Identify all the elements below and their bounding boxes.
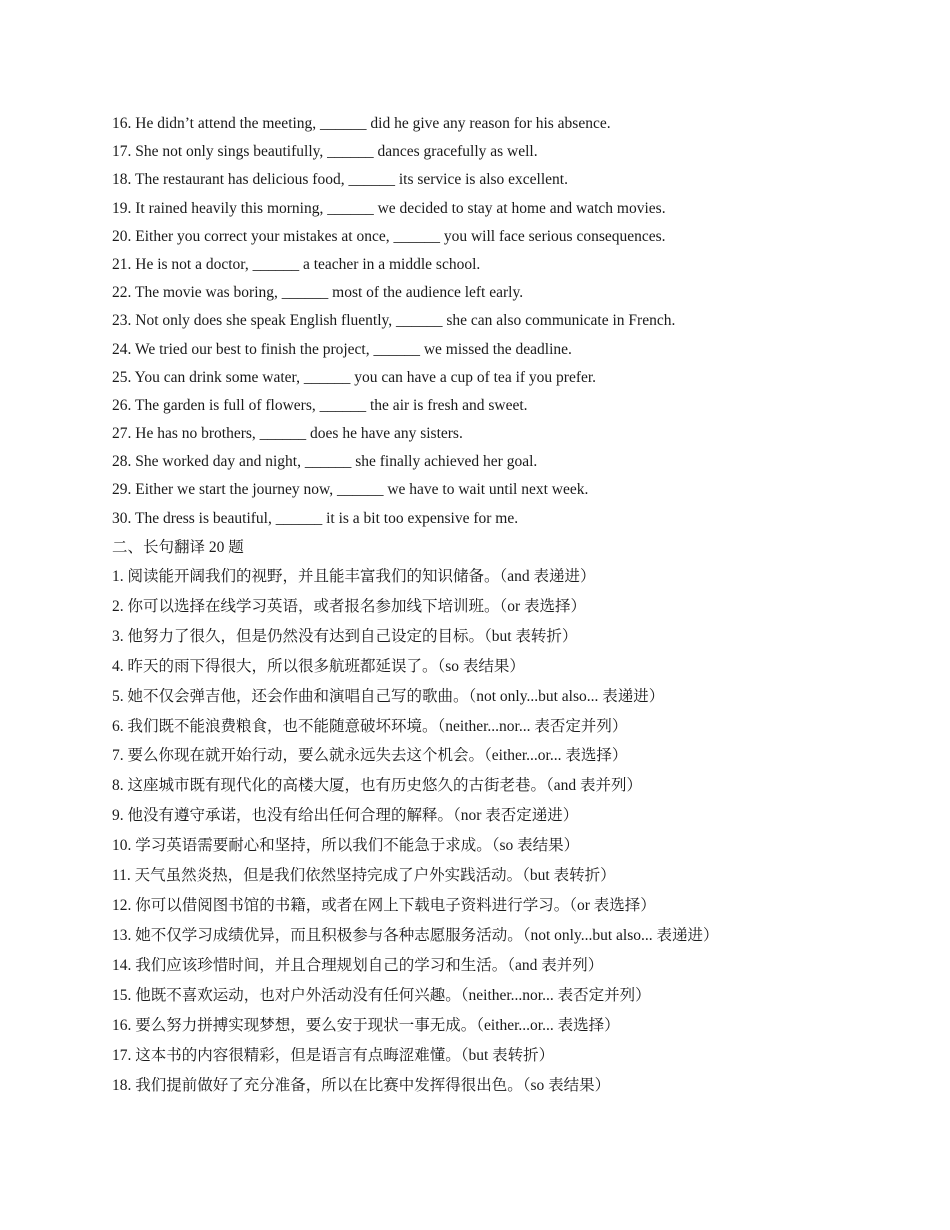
translation-item-9: 9. 他没有遵守承诺，也没有给出任何合理的解释。（nor 表否定递进） (112, 807, 579, 825)
translation-item-8: 8. 这座城市既有现代化的高楼大厦，也有历史悠久的古街老巷。（and 表并列） (112, 777, 643, 795)
translation-item-13: 13. 她不仅学习成绩优异，而且积极参与各种志愿服务活动。（not only...but also... 表递进） (112, 927, 719, 945)
question-18: 18. The restaurant has delicious food, ______ its service is also excellent. (112, 171, 568, 189)
translation-item-5: 5. 她不仅会弹吉他，还会作曲和演唱自己写的歌曲。（not only...but also... 表递进） (112, 687, 665, 705)
question-30: 30. The dress is beautiful, ______ it is a bit too expensive for me. (112, 509, 519, 527)
translation-item-1: 1. 阅读能开阔我们的视野，并且能丰富我们的知识储备。（and 表递进） (112, 567, 596, 585)
translation-item-7: 7. 要么你现在就开始行动，要么就永远失去这个机会。（either...or... 表选择） (112, 747, 628, 765)
document-page (112, 110, 892, 1101)
question-28: 28. She worked day and night, ______ she finally achieved her goal. (112, 453, 538, 471)
translation-list (112, 562, 892, 1101)
question-19: 19. It rained heavily this morning, ______ we decided to stay at home and watch movies. (112, 199, 666, 217)
translation-item-3: 3. 他努力了很久，但是仍然没有达到自己设定的目标。（but 表转折） (112, 627, 578, 645)
translation-item-11: 11. 天气虽然炎热，但是我们依然坚持完成了户外实践活动。（but 表转折） (112, 867, 616, 885)
question-21: 21. He is not a doctor, ______ a teacher in a middle school. (112, 255, 481, 273)
question-25: 25. You can drink some water, ______ you can have a cup of tea if you prefer. (112, 368, 597, 386)
translation-item-17: 17. 这本书的内容很精彩，但是语言有点晦涩难懂。（but 表转折） (112, 1046, 555, 1064)
translation-item-15: 15. 他既不喜欢运动，也对户外活动没有任何兴趣。（neither...nor... 表否定并列） (112, 986, 651, 1004)
translation-item-12: 12. 你可以借阅图书馆的书籍，或者在网上下载电子资料进行学习。（or 表选择） (112, 897, 656, 915)
fill-in-blank-list (112, 110, 892, 533)
question-20: 20. Either you correct your mistakes at once, ______ you will face serious consequences. (112, 227, 666, 245)
translation-item-6: 6. 我们既不能浪费粮食，也不能随意破坏环境。（neither...nor... 表否定并列） (112, 717, 628, 735)
question-23: 23. Not only does she speak English fluently, ______ she can also communicate in French. (112, 312, 676, 330)
question-16: 16. He didn’t attend the meeting, ______ did he give any reason for his absence. (112, 115, 611, 132)
question-17: 17. She not only sings beautifully, ______ dances gracefully as well. (112, 143, 538, 161)
translation-item-16: 16. 要么努力拼搏实现梦想，要么安于现状一事无成。（either...or... 表选择） (112, 1016, 620, 1034)
translation-item-4: 4. 昨天的雨下得很大，所以很多航班都延误了。（so 表结果） (112, 657, 525, 675)
translation-item-2: 2. 你可以选择在线学习英语，或者报名参加线下培训班。（or 表选择） (112, 597, 587, 615)
question-22: 22. The movie was boring, ______ most of the audience left early. (112, 284, 524, 302)
question-26: 26. The garden is full of flowers, ______ the air is fresh and sweet. (112, 396, 528, 414)
translation-item-18: 18. 我们提前做好了充分准备，所以在比赛中发挥得很出色。（so 表结果） (112, 1076, 611, 1094)
translation-item-10: 10. 学习英语需要耐心和坚持，所以我们不能急于求成。（so 表结果） (112, 837, 580, 855)
section-heading: 二、长句翻译 20 题 (112, 538, 244, 556)
translation-item-14: 14. 我们应该珍惜时间，并且合理规划自己的学习和生活。（and 表并列） (112, 957, 604, 974)
question-27: 27. He has no brothers, ______ does he have any sisters. (112, 425, 463, 443)
question-29: 29. Either we start the journey now, ______ we have to wait until next week. (112, 481, 589, 499)
question-24: 24. We tried our best to finish the project, ______ we missed the deadline. (112, 340, 572, 358)
